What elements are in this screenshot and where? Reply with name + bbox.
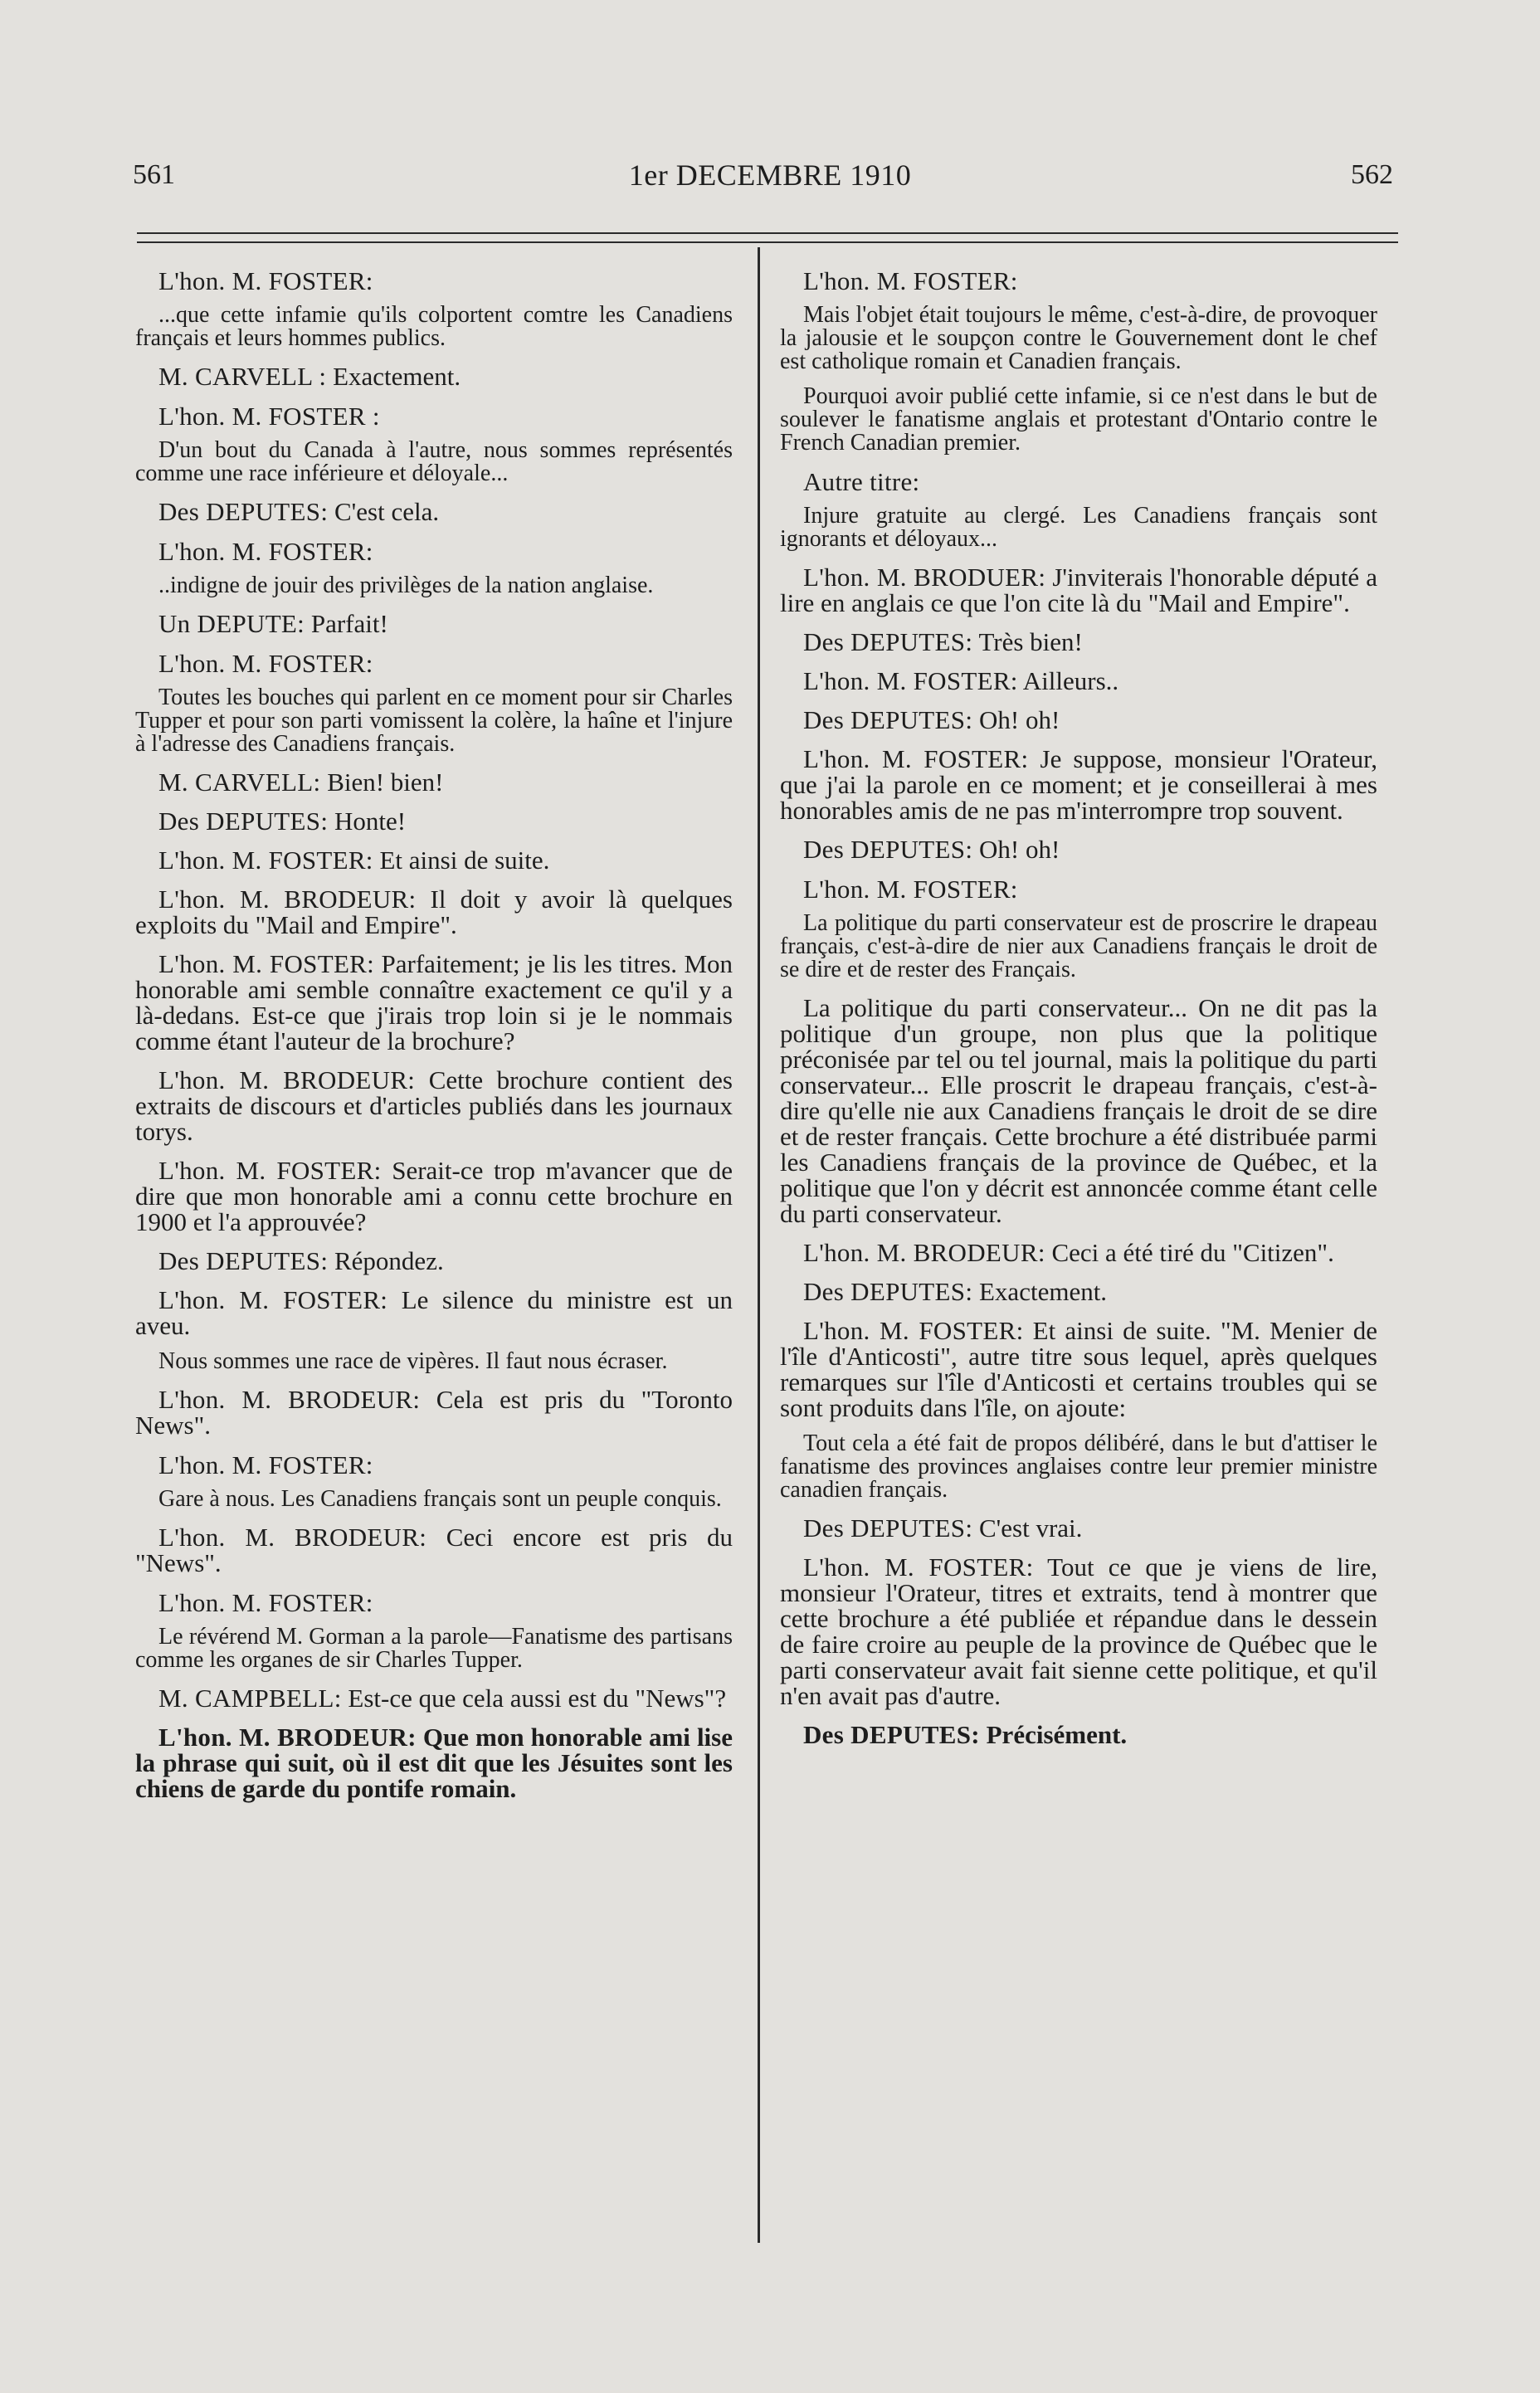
speech-paragraph: [780, 1240, 1377, 1265]
speech-paragraph: [780, 1318, 1377, 1421]
quoted-extract: Gare à nous. Les Canadiens français sont un peuple conquis.: [158, 1486, 722, 1512]
speaker-heading: [135, 267, 733, 295]
speech-text: Cette brochure contient des extraits de discours et d'articles publiés dans les journaux torys.: [135, 1065, 733, 1146]
speech-paragraph: [135, 1685, 733, 1711]
speech-paragraph: [135, 1248, 733, 1274]
speaker-name: L'hon. M. BRODEUR:: [158, 1385, 421, 1414]
speech-paragraph: [780, 746, 1377, 823]
right-column: [780, 267, 1377, 1761]
speech-text: Bien! bien!: [320, 768, 444, 797]
quoted-extract: ...que cette infamie qu'ils colportent comtre les Canadiens français et leurs hommes publics.: [135, 302, 733, 351]
quoted-extract: Le révérend M. Gorman a la parole—Fanatisme des partisans comme les organes de sir Charles Tupper.: [135, 1624, 733, 1673]
speaker-name: L'hon. M. BRODEUR:: [158, 1723, 417, 1752]
speech-paragraph: [135, 1067, 733, 1144]
speaker-heading: [135, 1589, 733, 1617]
speaker-name: L'hon. M. FOSTER:: [158, 1588, 373, 1617]
quoted-extract: Tout cela a été fait de propos délibéré, dans le but d'attiser le fanatisme des provinces anglaises contre leur premier ministre canadien français.: [780, 1430, 1377, 1503]
speaker-name: Des DEPUTES:: [158, 807, 329, 836]
speech-paragraph: [135, 808, 733, 834]
left-page-number: 561: [133, 159, 175, 190]
speaker-name: L'hon. M. FOSTER:: [803, 266, 1018, 295]
speaker-heading: [135, 1451, 733, 1479]
speech-text: Honte!: [328, 807, 407, 836]
speech-text: Exactement.: [326, 362, 461, 391]
running-head-date: 1er DECEMBRE 1910: [628, 158, 912, 192]
speech-text: Que mon honorable ami lise la phrase qui suit, où il est dit que les Jésuites sont les chiens de garde du pontife romain.: [135, 1723, 733, 1803]
speaker-heading: [780, 267, 1377, 295]
speaker-name: L'hon. M. FOSTER:: [158, 1450, 373, 1479]
speaker-name: Des DEPUTES:: [158, 497, 329, 526]
speaker-name: L'hon. M. BRODEUR:: [158, 1065, 416, 1094]
speaker-name: Un DEPUTE:: [158, 609, 305, 638]
speech-text: Ailleurs..: [1017, 666, 1119, 695]
speech-paragraph: [780, 668, 1377, 694]
speech-paragraph: [135, 1158, 733, 1235]
speaker-name: L'hon. M. FOSTER:: [158, 537, 373, 566]
speaker-name: Des DEPUTES:: [803, 1720, 980, 1749]
speech-paragraph: [780, 629, 1377, 655]
speaker-name: Autre titre:: [803, 467, 920, 496]
speaker-name: L'hon. M. FOSTER:: [803, 666, 1018, 695]
speech-text: Et ainsi de suite. "M. Menier de l'île d'Anticosti", autre titre sous lequel, après quelques remarques sur l'île d'Anticosti et certains troubles qui se sont produits dans l'île, on ajoute:: [780, 1316, 1378, 1422]
speech-text: Ceci a été tiré du "Citizen".: [1045, 1238, 1334, 1267]
speech-paragraph: [135, 951, 733, 1054]
speech-paragraph: [135, 363, 733, 389]
speaker-heading: [780, 468, 1377, 496]
speech-text: Serait-ce trop m'avancer que de dire que mon honorable ami a connu cette brochure en 1900 et l'a approuvée?: [135, 1156, 733, 1236]
speech-paragraph: [135, 847, 733, 873]
speech-text: Tout ce que je viens de lire, monsieur l'Orateur, titres et extraits, tend à montrer que cette brochure a été publiée et répandue dans le dessein de faire croire au peuple de la province de Québec que le parti conservateur avait fait sienne cette politique, et qu'il n'en avait pas d'autre.: [780, 1552, 1377, 1710]
speaker-name: L'hon. M. FOSTER:: [158, 1156, 382, 1185]
speech-paragraph: [135, 499, 733, 524]
speaker-name: L'hon. M. FOSTER:: [803, 744, 1029, 773]
right-page-number: 562: [1351, 159, 1393, 190]
speech-text: Oh! oh!: [972, 835, 1060, 864]
column-divider: [758, 247, 760, 2243]
speech-text: Oh! oh!: [972, 705, 1060, 734]
speech-paragraph: [780, 1554, 1377, 1708]
speech-paragraph: [780, 1279, 1377, 1304]
speaker-name: Des DEPUTES:: [803, 705, 973, 734]
speech-paragraph: [780, 995, 1377, 1226]
speech-paragraph: [780, 836, 1377, 862]
speech-text: Le silence du ministre est un aveu.: [135, 1285, 733, 1340]
speech-text: C'est vrai.: [972, 1513, 1083, 1543]
speaker-name: L'hon. M. FOSTER:: [803, 1316, 1024, 1345]
speech-text: Je suppose, monsieur l'Orateur, que j'ai la parole en ce moment; et je conseillerai à mes honorables amis de ne pas m'interrompre trop souvent.: [780, 744, 1377, 825]
speech-text: J'inviterais l'honorable député a lire en anglais ce que l'on cite là du "Mail and Empire".: [780, 563, 1377, 617]
speech-paragraph: [780, 1722, 1377, 1747]
speaker-name: L'hon. M. FOSTER:: [803, 875, 1018, 904]
speaker-name: M. CARVELL:: [158, 768, 321, 797]
speaker-heading: [135, 538, 733, 566]
speaker-name: Des DEPUTES:: [803, 627, 973, 656]
speaker-name: L'hon. M. BRODEUR:: [158, 1523, 427, 1552]
speech-text: Et ainsi de suite.: [373, 846, 550, 875]
speech-text: Répondez.: [328, 1246, 444, 1275]
speech-paragraph: [780, 707, 1377, 733]
speech-text: Exactement.: [972, 1277, 1108, 1306]
header-rule-bottom: [137, 241, 1398, 243]
speech-text: La politique du parti conservateur... On ne dit pas la politique d'un groupe, non plus que la politique préconisée par tel ou tel journal, mais la politique du parti conservateur... Elle proscrit le drapeau français, c'est-à-dire qu'elle nie aux Canadiens français le droit de se dire et de rester français. Cette brochure a été distribuée parmi les Canadiens français de la province de Québec, et la politique que l'on y décrit est annoncée comme étant celle du parti conservateur.: [780, 993, 1377, 1228]
speech-paragraph: [135, 1524, 733, 1576]
speaker-name: Des DEPUTES:: [158, 1246, 329, 1275]
speaker-name: L'hon. M. FOSTER:: [158, 649, 373, 678]
speaker-name: L'hon. M. FOSTER:: [158, 949, 375, 978]
quoted-extract: Pourquoi avoir publié cette infamie, si ce n'est dans le but de soulever le fanatisme anglais et protestant d'Ontario contre le French Canadian premier.: [780, 383, 1377, 456]
speaker-name: Des DEPUTES:: [803, 1277, 973, 1306]
speaker-heading: [135, 402, 733, 431]
speech-text: Cela est pris du "Toronto News".: [135, 1385, 733, 1440]
speaker-name: L'hon. M. FOSTER :: [158, 402, 380, 431]
speech-paragraph: [135, 886, 733, 938]
quoted-extract: Injure gratuite au clergé. Les Canadiens français sont ignorants et déloyaux...: [780, 503, 1377, 552]
quoted-extract: Nous sommes une race de vipères. Il faut nous écraser.: [158, 1348, 668, 1374]
speaker-name: L'hon. M. BRODUER:: [803, 563, 1046, 592]
quoted-extract: D'un bout du Canada à l'autre, nous sommes représentés comme une race inférieure et déloyale...: [135, 437, 733, 486]
speech-paragraph: [135, 1387, 733, 1438]
speaker-name: L'hon. M. FOSTER:: [803, 1552, 1034, 1582]
speech-text: Ceci encore est pris du "News".: [135, 1523, 733, 1577]
quoted-extract: Mais l'objet était toujours le même, c'est-à-dire, de provoquer la jalousie et le soupçon contre le Gouvernement dont le chef est catholique romain et Canadien français.: [780, 302, 1377, 374]
speech-text: Très bien!: [972, 627, 1083, 656]
speech-text: Précisément.: [979, 1720, 1128, 1749]
speech-paragraph: [780, 1515, 1377, 1541]
speaker-heading: [135, 650, 733, 678]
speaker-name: L'hon. M. BRODEUR:: [158, 885, 417, 914]
speech-paragraph: [135, 1287, 733, 1338]
speech-paragraph: [780, 564, 1377, 616]
speaker-name: Des DEPUTES:: [803, 1513, 973, 1543]
page-header: [0, 0, 1540, 241]
speaker-name: M. CAMPBELL:: [158, 1684, 342, 1713]
speaker-name: L'hon. M. FOSTER:: [158, 1285, 388, 1314]
speaker-name: L'hon. M. BRODEUR:: [803, 1238, 1045, 1267]
speech-paragraph: [135, 769, 733, 795]
header-rule-top: [137, 232, 1398, 234]
left-column: [135, 267, 733, 1815]
speech-paragraph: [135, 611, 733, 636]
speaker-name: M. CARVELL :: [158, 362, 327, 391]
speech-text: Est-ce que cela aussi est du "News"?: [341, 1684, 727, 1713]
speech-paragraph: [135, 1724, 733, 1801]
speaker-heading: [780, 875, 1377, 904]
quoted-extract: Toutes les bouches qui parlent en ce moment pour sir Charles Tupper et pour son parti vomissent la colère, la haîne et l'injure à l'adresse des Canadiens français.: [135, 685, 733, 757]
speech-text: Parfaitement; je lis les titres. Mon honorable ami semble connaître exactement ce qu'il y a là-dedans. Est-ce que j'irais trop loin si je le nommais comme étant l'auteur de la brochure?: [135, 949, 733, 1055]
speech-text: Parfait!: [305, 609, 388, 638]
quoted-extract: ..indigne de jouir des privilèges de la nation anglaise.: [158, 573, 654, 598]
speaker-name: Des DEPUTES:: [803, 835, 973, 864]
speech-text: C'est cela.: [328, 497, 440, 526]
speech-text: Il doit y avoir là quelques exploits du "Mail and Empire".: [135, 885, 733, 939]
speaker-name: L'hon. M. FOSTER:: [158, 846, 373, 875]
quoted-extract: La politique du parti conservateur est de proscrire le drapeau français, c'est-à-dire de nier aux Canadiens français le droit de se dire et de rester des Français.: [780, 910, 1377, 982]
speaker-name: L'hon. M. FOSTER:: [158, 266, 373, 295]
